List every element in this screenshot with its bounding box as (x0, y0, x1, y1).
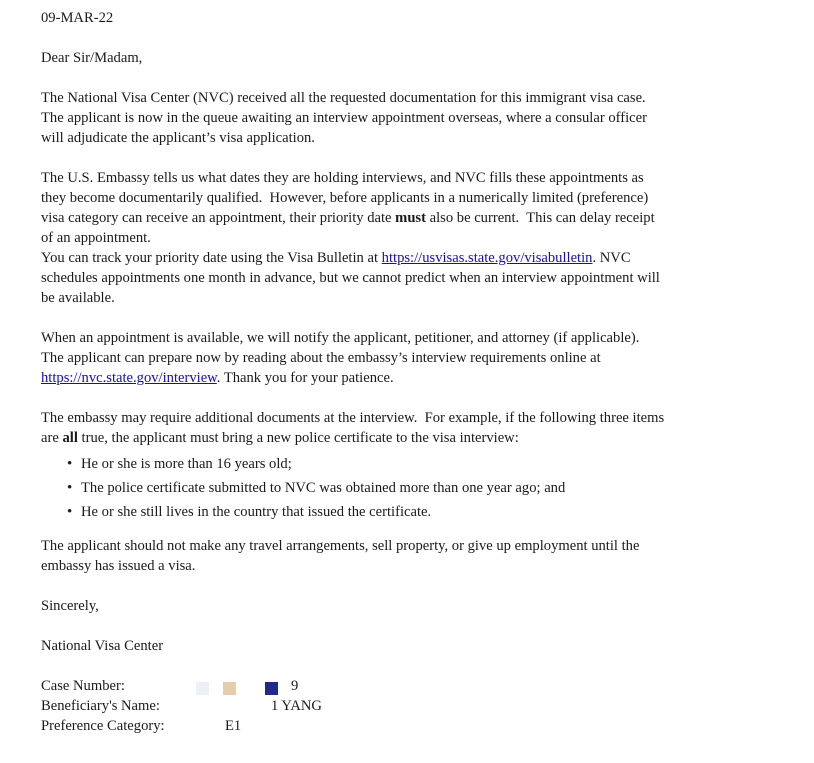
paragraph-received (41, 88, 771, 148)
text-line: will adjudicate the applicant’s visa application. (41, 130, 315, 146)
redaction-mark (196, 682, 209, 695)
requirements-list-wrapper (41, 448, 771, 528)
letter (41, 8, 771, 736)
paragraph-additional-documents (41, 408, 771, 448)
text-line: of an appointment. (41, 230, 151, 246)
salutation: Dear Sir/Madam, (41, 50, 143, 66)
text-line: You can track your priority date using the Visa Bulletin at https://usvisas.state.gov/visabulletin. NVC (41, 250, 631, 266)
paragraph-embassy-dates (41, 168, 771, 248)
preference-label: Preference Category: (41, 718, 165, 734)
requirements-list (41, 452, 771, 524)
case-number-value: 9 (291, 678, 299, 694)
nvc-interview-link[interactable]: https://nvc.state.gov/interview (41, 370, 217, 386)
case-number-row (41, 676, 771, 696)
paragraph-appointment-available (41, 328, 771, 388)
emphasis-must: must (395, 210, 426, 226)
text-line: The embassy may require additional documents at the interview. For example, if the following three items (41, 410, 665, 426)
beneficiary-value: 1 YANG (271, 698, 322, 714)
text-line: https://nvc.state.gov/interview. Thank you for your patience. (41, 370, 394, 386)
paragraph-travel-warning (41, 536, 771, 576)
text-line: When an appointment is available, we will notify the applicant, petitioner, and attorney (if applicable). (41, 330, 640, 346)
text-line: embassy has issued a visa. (41, 558, 196, 574)
text-line: schedules appointments one month in advance, but we cannot predict when an interview appointment will (41, 270, 660, 286)
redaction-mark (265, 682, 278, 695)
paragraph-track-priority (41, 248, 771, 308)
beneficiary-label: Beneficiary's Name: (41, 698, 160, 714)
text-line: be available. (41, 290, 115, 306)
emphasis-all: all (62, 430, 78, 446)
text-line: The applicant should not make any travel arrangements, sell property, or give up employment until the (41, 538, 640, 554)
list-item: • He or she still lives in the country that issued the certificate. (41, 500, 771, 524)
letter-date: 09-MAR-22 (41, 10, 114, 26)
visa-bulletin-link[interactable]: https://usvisas.state.gov/visabulletin (381, 250, 593, 266)
text-line: The U.S. Embassy tells us what dates they are holding interviews, and NVC fills these appointments as (41, 170, 644, 186)
closing: Sincerely, (41, 598, 99, 614)
text-line: The National Visa Center (NVC) received all the requested documentation for this immigrant visa case. (41, 90, 646, 106)
text-line: they become documentarily qualified. However, before applicants in a numerically limited (preference) (41, 190, 649, 206)
text-line: visa category can receive an appointment, their priority date must also be current. This can delay receipt (41, 210, 655, 226)
list-item: • The police certificate submitted to NVC was obtained more than one year ago; and (41, 476, 771, 500)
beneficiary-row (41, 696, 771, 716)
text-line: The applicant is now in the queue awaiting an interview appointment overseas, where a consular officer (41, 110, 647, 126)
preference-value: E1 (225, 718, 242, 734)
text-line: The applicant can prepare now by reading about the embassy’s interview requirements online at (41, 350, 601, 366)
signature: National Visa Center (41, 638, 164, 654)
case-number-label: Case Number: (41, 678, 125, 694)
redaction-mark (223, 682, 236, 695)
preference-row (41, 716, 771, 736)
text-line: are all true, the applicant must bring a new police certificate to the visa interview: (41, 430, 519, 446)
list-item: • He or she is more than 16 years old; (41, 452, 771, 476)
